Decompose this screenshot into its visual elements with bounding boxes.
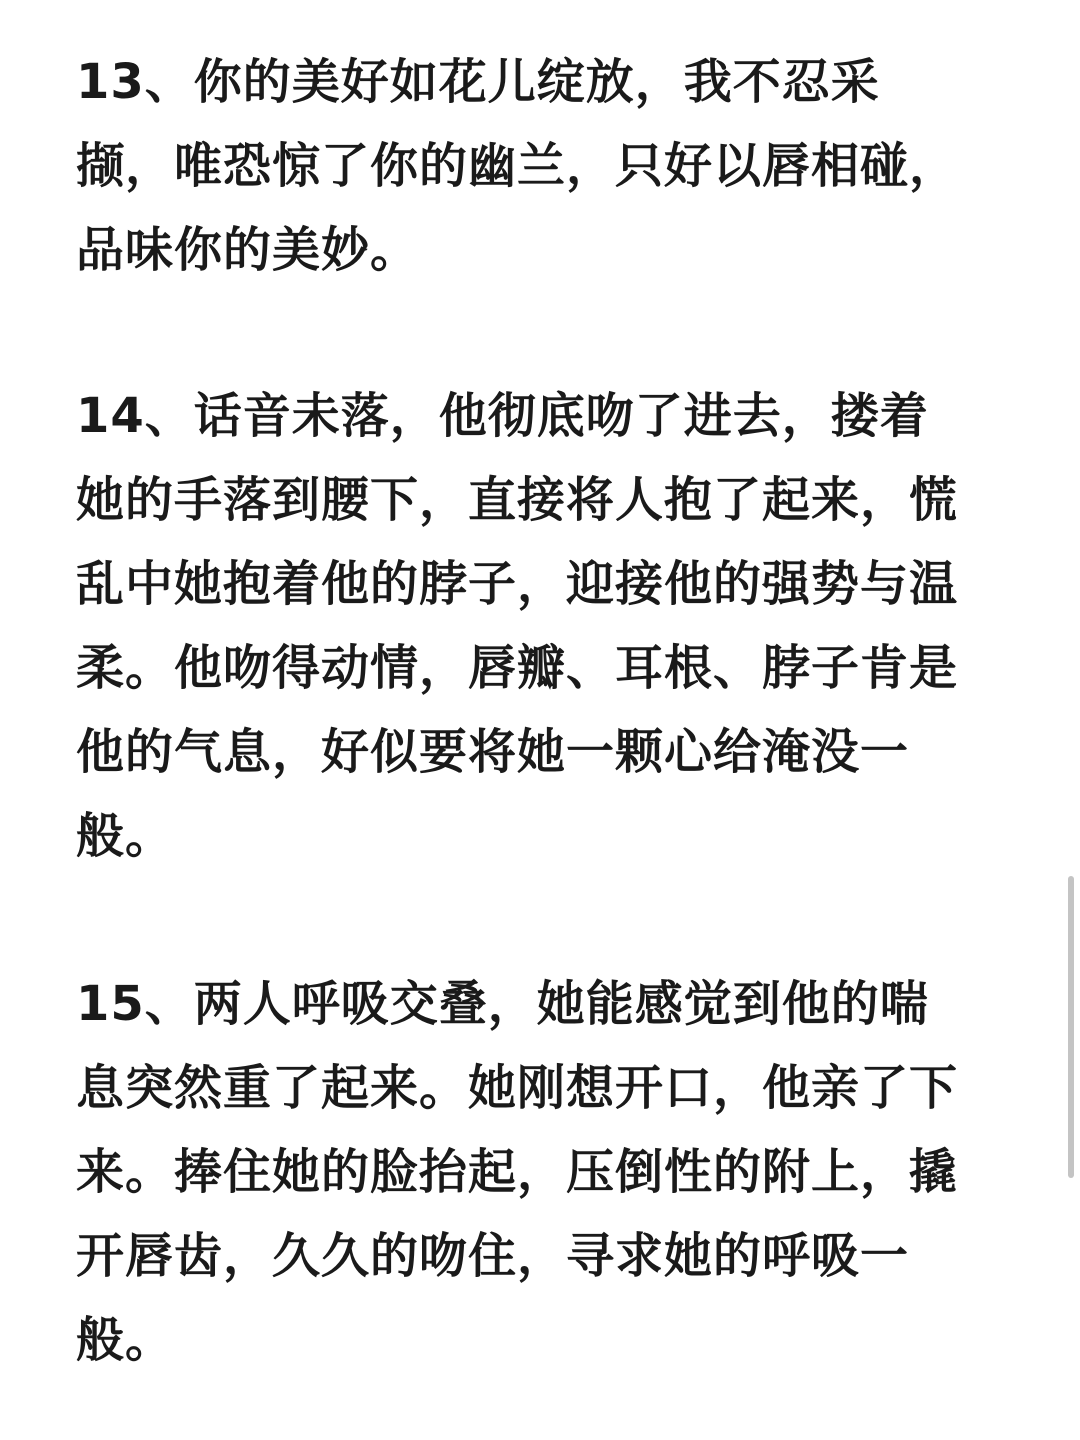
text-line: 来。捧住她的脸抬起，压倒性的附上，撬 bbox=[76, 1144, 959, 1200]
text-line: 息突然重了起来。她刚想开口，他亲了下 bbox=[76, 1060, 959, 1116]
text-line: 他的气息，好似要将她一颗心给淹没一 bbox=[76, 724, 910, 780]
text-line: 品味你的美妙。 bbox=[76, 222, 420, 278]
paragraph-14 bbox=[76, 374, 958, 878]
text-line: 乱中她抱着他的脖子，迎接他的强势与温 bbox=[76, 556, 959, 612]
text-line: 她的手落到腰下，直接将人抱了起来，慌 bbox=[76, 472, 959, 528]
text-line: 柔。他吻得动情，唇瓣、耳根、脖子肯是 bbox=[76, 640, 959, 696]
text-line: 13、你的美好如花儿绽放，我不忍采 bbox=[76, 54, 880, 110]
paragraph-15 bbox=[76, 962, 958, 1382]
scrollbar-thumb[interactable] bbox=[1068, 876, 1074, 1178]
text-line: 般。 bbox=[76, 1312, 175, 1368]
paragraph-13 bbox=[76, 40, 958, 292]
text-line: 撷，唯恐惊了你的幽兰，只好以唇相碰， bbox=[76, 138, 959, 194]
text-line: 开唇齿，久久的吻住，寻求她的呼吸一 bbox=[76, 1228, 910, 1284]
text-line: 15、两人呼吸交叠，她能感觉到他的喘 bbox=[76, 976, 929, 1032]
text-line: 14、话音未落，他彻底吻了进去，搂着 bbox=[76, 388, 929, 444]
text-line: 般。 bbox=[76, 808, 175, 864]
